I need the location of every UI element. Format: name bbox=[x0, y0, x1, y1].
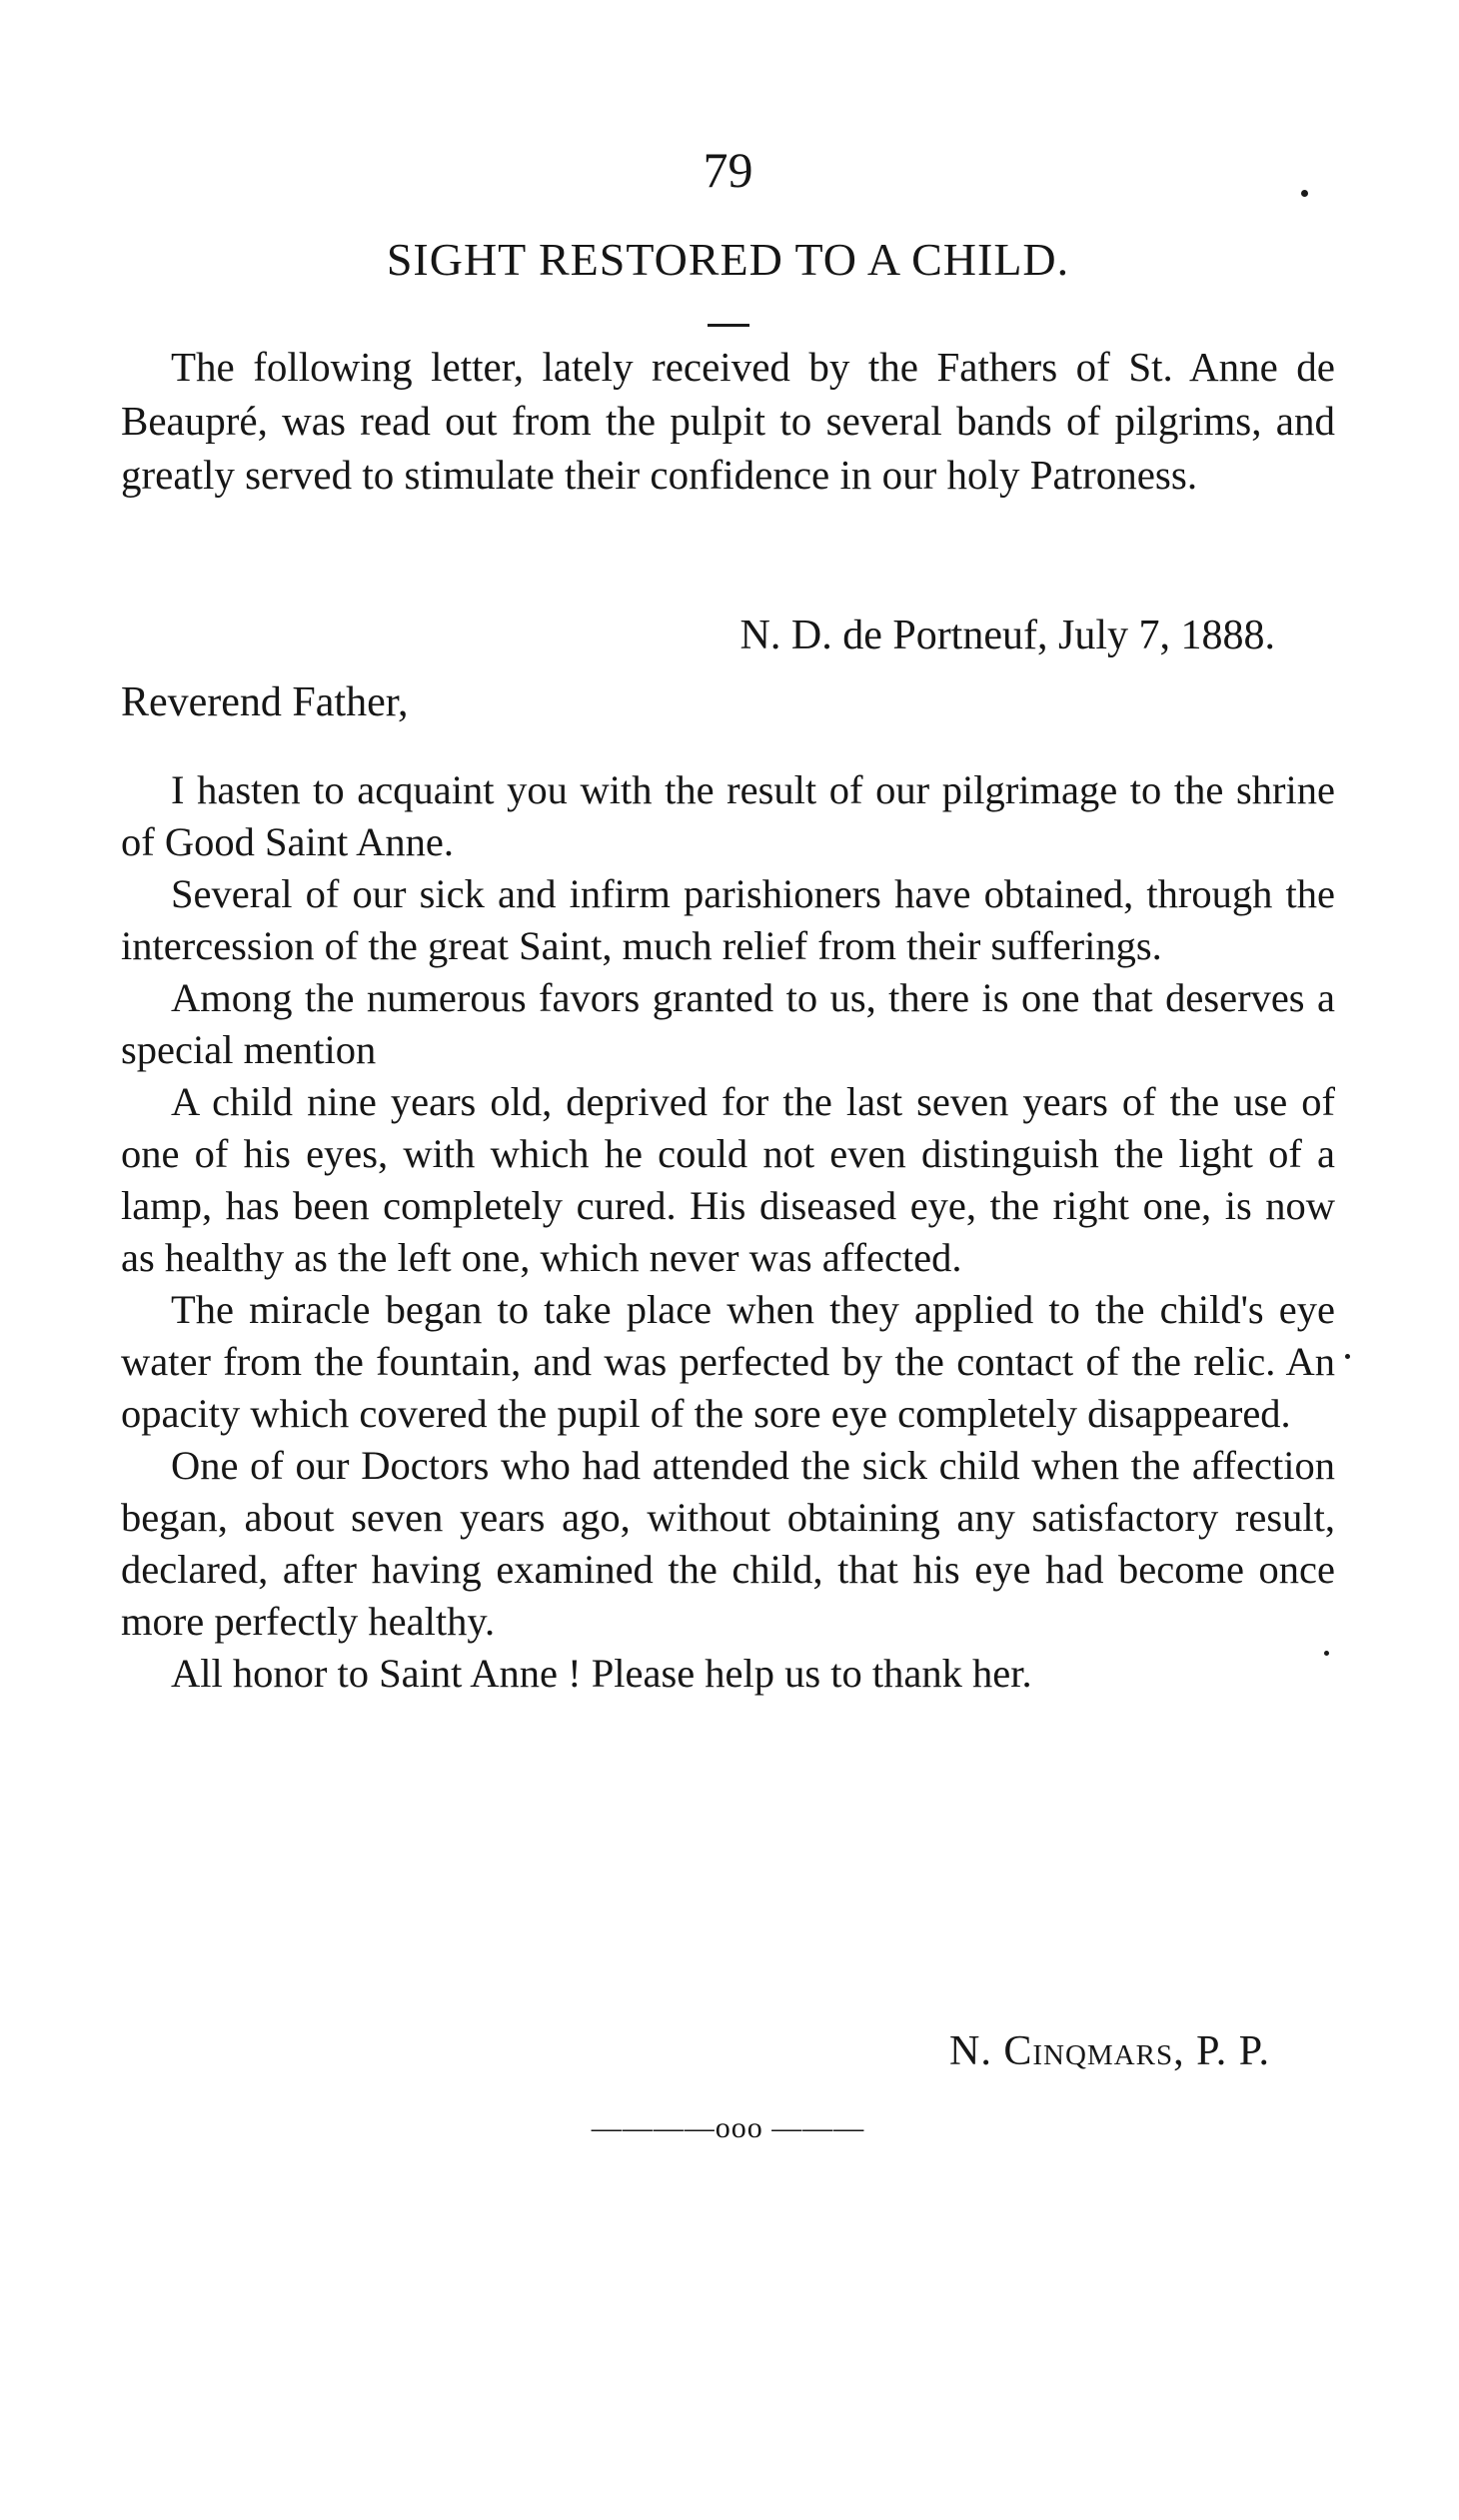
print-speck bbox=[1345, 1354, 1350, 1359]
signature-suffix: , P. P. bbox=[1173, 2028, 1270, 2074]
letter-body bbox=[121, 764, 1335, 1700]
letter-paragraph: Several of our sick and infirm parishioners have obtained, through the intercession of the great Saint, much relief from their sufferings. bbox=[121, 871, 1335, 968]
letter-paragraph: I hasten to acquaint you with the result of our pilgrimage to the shrine of Good Saint Anne. bbox=[121, 767, 1335, 864]
signature-name: Cinqmars bbox=[1003, 2028, 1174, 2074]
section-ornament: ————ooo ——— bbox=[591, 2111, 865, 2144]
letter-signature bbox=[121, 2023, 1270, 2079]
letter-salutation: Reverend Father, bbox=[121, 679, 409, 725]
letter-paragraph: All honor to Saint Anne ! Please help us to thank her. bbox=[171, 1651, 1032, 1696]
page-number: 79 bbox=[703, 142, 753, 198]
chapter-title: SIGHT RESTORED TO A CHILD. bbox=[386, 234, 1070, 285]
letter-paragraph: The miracle began to take place when they applied to the child's eye water from the fountain, and was perfected by the contact of the relic. An opacity which covered the pupil of the sore eye completely disappeared. bbox=[121, 1287, 1335, 1436]
signature-initial: N. bbox=[948, 2028, 1004, 2074]
letter-paragraph: A child nine years old, deprived for the last seven years of the use of one of his eyes, with which he could not even distinguish the light of a lamp, has been completely cured. His diseased eye, the right one, is now as healthy as the left one, which never was affected. bbox=[121, 1079, 1335, 1280]
intro-paragraph: The following letter, lately received by the Fathers of St. Anne de Beaupré, was read out from the pulpit to several bands of pilgrims, and greatly served to stimulate their confidence in our holy Patroness. bbox=[121, 344, 1335, 498]
letter-dateline: N. D. de Portneuf, July 7, 1888. bbox=[739, 613, 1275, 658]
letter-paragraph: Among the numerous favors granted to us, there is one that deserves a special mention bbox=[121, 975, 1335, 1072]
title-rule bbox=[708, 324, 749, 327]
letter-paragraph: One of our Doctors who had attended the sick child when the affection began, about seven years ago, without obtaining any satisfactory result, declared, after having examined the child, that his eye had become once more perfectly healthy. bbox=[121, 1443, 1335, 1644]
